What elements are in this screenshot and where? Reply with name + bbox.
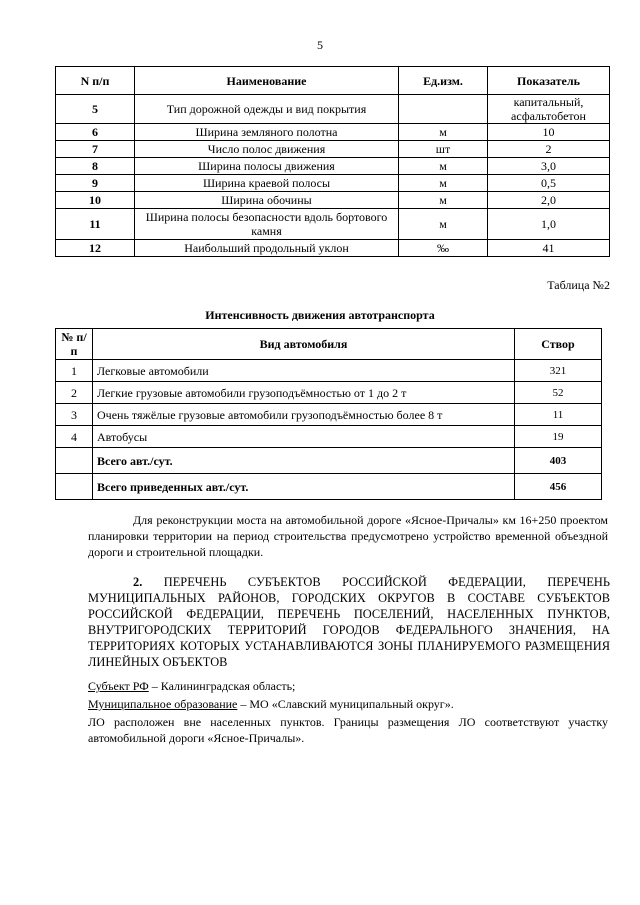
row-number: 8 bbox=[56, 158, 135, 175]
row-unit: м bbox=[399, 209, 488, 240]
table-header-row bbox=[56, 329, 602, 360]
row-vehicle-type: Легкие грузовые автомобили грузоподъёмностью от 1 до 2 т bbox=[93, 382, 515, 404]
table-header-row bbox=[56, 67, 610, 95]
table2-title: Интенсивность движения автотранспорта bbox=[205, 308, 435, 322]
col-header-vehicle-type: Вид автомобиля bbox=[93, 329, 515, 360]
table-row bbox=[56, 404, 602, 426]
row-name: Ширина земляного полотна bbox=[135, 124, 399, 141]
col-header-unit: Ед.изм. bbox=[399, 67, 488, 95]
row-unit: м bbox=[399, 175, 488, 192]
row-number: 6 bbox=[56, 124, 135, 141]
row-vehicle-type: Легковые автомобили bbox=[93, 360, 515, 382]
col-header-name: Наименование bbox=[135, 67, 399, 95]
subject-label: Субъект РФ bbox=[88, 679, 149, 693]
row-name: Ширина полосы движения bbox=[135, 158, 399, 175]
row-value: 41 bbox=[488, 240, 610, 257]
table-row bbox=[56, 158, 610, 175]
total-value: 403 bbox=[515, 448, 602, 474]
total-empty-cell bbox=[56, 474, 93, 500]
row-value: 321 bbox=[515, 360, 602, 382]
row-unit: шт bbox=[399, 141, 488, 158]
row-name: Число полос движения bbox=[135, 141, 399, 158]
row-value: 0,5 bbox=[488, 175, 610, 192]
table-row bbox=[56, 192, 610, 209]
table-row bbox=[56, 426, 602, 448]
row-number: 10 bbox=[56, 192, 135, 209]
total-label: Всего авт./сут. bbox=[93, 448, 515, 474]
row-number: 1 bbox=[56, 360, 93, 382]
row-name: Ширина краевой полосы bbox=[135, 175, 399, 192]
row-number: 7 bbox=[56, 141, 135, 158]
row-value: 2 bbox=[488, 141, 610, 158]
row-vehicle-type: Автобусы bbox=[93, 426, 515, 448]
row-unit bbox=[399, 95, 488, 124]
section-2-heading bbox=[88, 574, 610, 670]
location-text: ЛО расположен вне населенных пунктов. Границы размещения ЛО соответствуют участку автомобильной дороги «Ясное-Причалы». bbox=[88, 715, 608, 745]
row-number: 2 bbox=[56, 382, 93, 404]
table-row bbox=[56, 240, 610, 257]
row-name: Тип дорожной одежды и вид покрытия bbox=[135, 95, 399, 124]
table-row bbox=[56, 95, 610, 124]
row-number: 4 bbox=[56, 426, 93, 448]
table-row bbox=[56, 141, 610, 158]
location-paragraph bbox=[88, 714, 608, 746]
row-name: Ширина обочины bbox=[135, 192, 399, 209]
paragraph-text: Для реконструкции моста на автомобильной дороге «Ясное-Причалы» км 16+250 проектом планировки территории на период строительства предусмотрено устройство временной объездной дороги и строительной площадки. bbox=[88, 513, 608, 559]
row-name: Ширина полосы безопасности вдоль бортового камня bbox=[135, 209, 399, 240]
row-number: 9 bbox=[56, 175, 135, 192]
page-number: 5 bbox=[317, 38, 323, 52]
total-row bbox=[56, 448, 602, 474]
row-unit: м bbox=[399, 158, 488, 175]
table-row bbox=[56, 382, 602, 404]
row-number: 5 bbox=[56, 95, 135, 124]
bridge-reconstruction-paragraph bbox=[88, 512, 608, 560]
total-empty-cell bbox=[56, 448, 93, 474]
subject-line bbox=[88, 678, 608, 694]
row-number: 3 bbox=[56, 404, 93, 426]
subject-value: – Калининградская область; bbox=[148, 679, 296, 693]
table-row bbox=[56, 360, 602, 382]
municipality-value: – МО «Славский муниципальный округ». bbox=[237, 697, 454, 711]
municipality-label: Муниципальное образование bbox=[88, 697, 238, 711]
row-name: Наибольший продольный уклон bbox=[135, 240, 399, 257]
row-unit: м bbox=[399, 192, 488, 209]
section-title-text: ПЕРЕЧЕНЬ СУБЪЕКТОВ РОССИЙСКОЙ ФЕДЕРАЦИИ, ПЕРЕЧЕНЬ МУНИЦИПАЛЬНЫХ РАЙОНОВ, ГОРОДСКИХ ОКРУГОВ В СОСТАВЕ СУБЪЕКТОВ РОССИЙСКОЙ ФЕДЕРАЦИИ, ПЕРЕЧЕНЬ ПОСЕЛЕНИЙ, НАСЕЛЕННЫХ ПУНКТОВ, ВНУТРИГОРОДСКИХ ТЕРРИТОРИЙ ГОРОДОВ ФЕДЕРАЛЬНОГО ЗНАЧЕНИЯ, НА ТЕРРИТОРИЯХ КОТОРЫХ УСТАНАВЛИВАЮТСЯ ЗОНЫ ПЛАНИРУЕМОГО РАЗМЕЩЕНИЯ ЛИНЕЙНЫХ ОБЪЕКТОВ bbox=[88, 575, 610, 669]
road-parameters-table bbox=[55, 66, 610, 257]
row-value: 1,0 bbox=[488, 209, 610, 240]
table-row bbox=[56, 209, 610, 240]
row-value: 19 bbox=[515, 426, 602, 448]
col-header-value: Показатель bbox=[488, 67, 610, 95]
row-value: капитальный, асфальтобетон bbox=[488, 95, 610, 124]
row-value: 3,0 bbox=[488, 158, 610, 175]
table-row bbox=[56, 175, 610, 192]
section-number: 2. bbox=[133, 575, 143, 589]
total-value: 456 bbox=[515, 474, 602, 500]
municipality-line bbox=[88, 696, 608, 712]
col-header-number: № п/п bbox=[56, 329, 93, 360]
row-number: 12 bbox=[56, 240, 135, 257]
col-header-section: Створ bbox=[515, 329, 602, 360]
row-value: 10 bbox=[488, 124, 610, 141]
row-vehicle-type: Очень тяжёлые грузовые автомобили грузоподъёмностью более 8 т bbox=[93, 404, 515, 426]
row-unit: ‰ bbox=[399, 240, 488, 257]
traffic-intensity-table bbox=[55, 328, 602, 500]
total-label: Всего приведенных авт./сут. bbox=[93, 474, 515, 500]
table-row bbox=[56, 124, 610, 141]
table2-caption: Таблица №2 bbox=[547, 278, 610, 292]
row-number: 11 bbox=[56, 209, 135, 240]
row-value: 2,0 bbox=[488, 192, 610, 209]
row-value: 11 bbox=[515, 404, 602, 426]
col-header-number: N п/п bbox=[56, 67, 135, 95]
row-value: 52 bbox=[515, 382, 602, 404]
row-unit: м bbox=[399, 124, 488, 141]
total-row bbox=[56, 474, 602, 500]
